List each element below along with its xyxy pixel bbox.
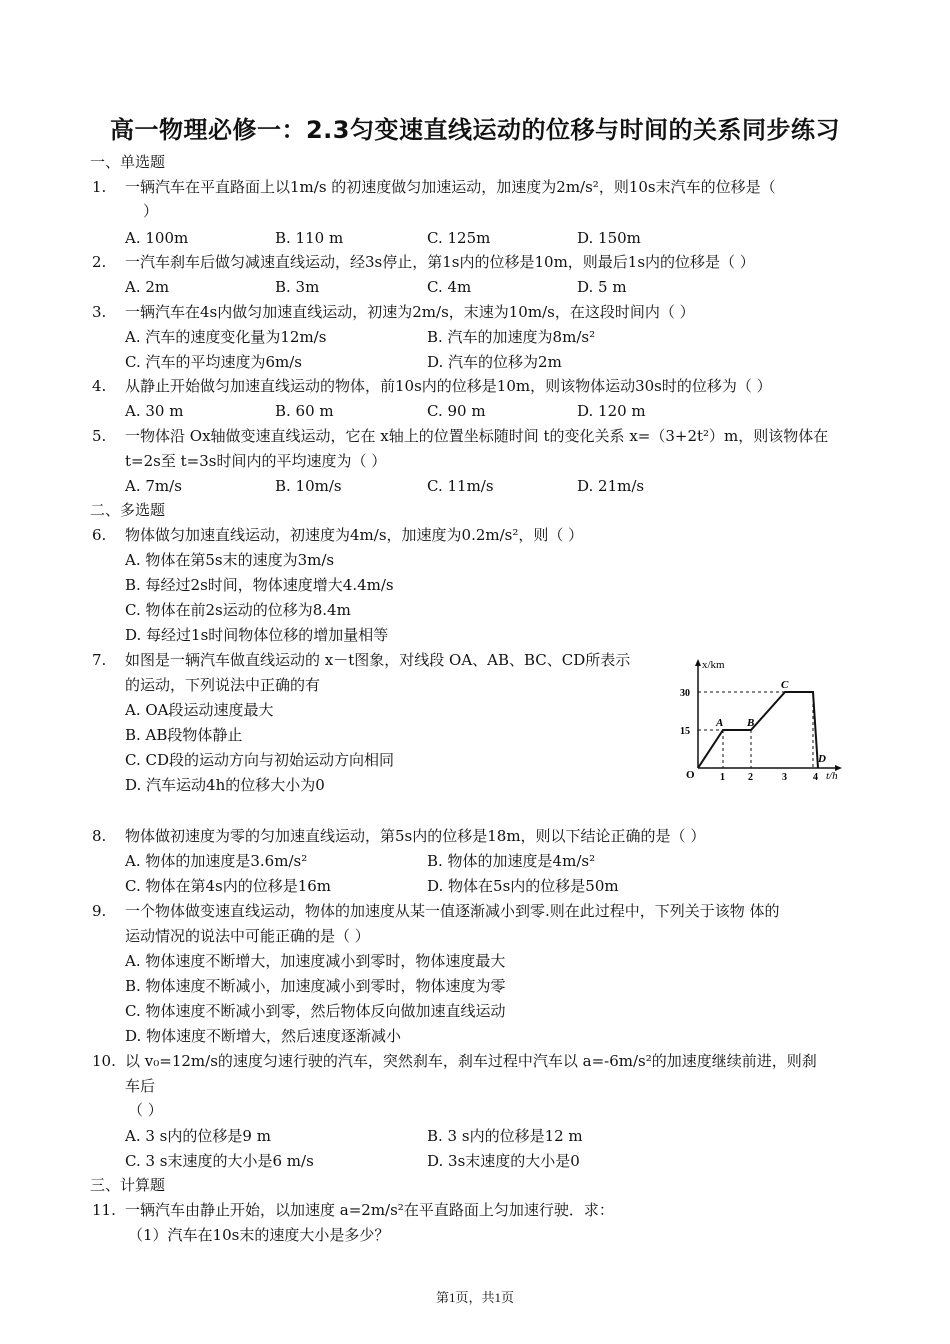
question-text: （ ） <box>128 1101 163 1119</box>
option-a: A. 3 s内的位移是9 m <box>125 1127 271 1145</box>
question-text: 一物体沿 Ox轴做变速直线运动，它在 x轴上的位置坐标随时间 t的变化关系 x=（3+2t²）m，则该物体在 <box>125 427 829 445</box>
question-text: 车后 <box>125 1077 156 1095</box>
option-c: C. 4m <box>427 278 472 296</box>
question-text: 从静止开始做匀加速直线运动的物体，前10s内的位移是10m，则该物体运动30s时的位移为（ ） <box>125 377 772 395</box>
x-tick-label: 3 <box>782 772 787 782</box>
question-number: 5. <box>92 427 107 445</box>
question-number: 7. <box>92 651 107 669</box>
option-d: D. 3s末速度的大小是0 <box>427 1152 580 1170</box>
option-b: B. 3m <box>275 278 320 296</box>
question-text: 一辆汽车在平直路面上以1m/s 的初速度做匀加速运动，加速度为2m/s²，则10s末汽车的位移是（ <box>125 178 776 196</box>
option-a: A. OA段运动速度最大 <box>125 701 274 719</box>
option-c: C. 11m/s <box>427 477 494 495</box>
option-d: D. 120 m <box>577 402 646 420</box>
option-c: C. 3 s末速度的大小是6 m/s <box>125 1152 314 1170</box>
question-number: 10. <box>92 1052 116 1070</box>
option-d: D. 汽车的位移为2m <box>427 353 562 371</box>
option-c: C. 物体速度不断减小到零，然后物体反向做加速直线运动 <box>125 1002 506 1020</box>
option-b: B. 60 m <box>275 402 334 420</box>
option-c: C. 90 m <box>427 402 486 420</box>
y-tick-label: 15 <box>680 726 690 737</box>
question-number: 2. <box>92 253 107 271</box>
y-axis-label: x/km <box>702 659 725 671</box>
option-a: A. 汽车的速度变化量为12m/s <box>125 328 327 346</box>
question-text: 一个物体做变速直线运动，物体的加速度从某一值逐渐减小到零.则在此过程中，下列关于该物 体的 <box>125 902 780 920</box>
option-a: A. 30 m <box>125 402 184 420</box>
option-d: D. 物体在5s内的位移是50m <box>427 877 619 895</box>
option-b: B. 110 m <box>275 229 344 247</box>
x-tick-label: 4 <box>813 772 818 782</box>
question-text: 一辆汽车由静止开始，以加速度 a=2m/s²在平直路面上匀加速行驶．求： <box>125 1201 614 1219</box>
question-number: 4. <box>92 377 107 395</box>
option-c: C. 物体在前2s运动的位移为8.4m <box>125 601 351 619</box>
question-number: 3. <box>92 303 107 321</box>
section-heading-single-choice: 一、单选题 <box>90 153 166 171</box>
option-c: C. CD段的运动方向与初始运动方向相同 <box>125 751 394 769</box>
question-text: 物体做匀加速直线运动，初速度为4m/s，加速度为0.2m/s²，则（ ） <box>125 526 584 544</box>
y-tick-label: 30 <box>680 688 690 699</box>
question-text: t=2s至 t=3s时间内的平均速度为（ ） <box>125 452 387 470</box>
option-a: A. 100m <box>125 229 189 247</box>
option-b: B. 汽车的加速度为8m/s² <box>427 328 596 346</box>
x-tick-label: 2 <box>748 772 753 782</box>
option-a: A. 物体在第5s末的速度为3m/s <box>125 551 335 569</box>
option-d: D. 物体速度不断增大，然后速度逐渐减小 <box>125 1027 402 1045</box>
question-number: 6. <box>92 526 107 544</box>
question-number: 1. <box>92 178 107 196</box>
question-text: （1）汽车在10s末的速度大小是多少？ <box>128 1226 390 1244</box>
option-a: A. 物体速度不断增大，加速度减小到零时，物体速度最大 <box>125 952 506 970</box>
point-label: D <box>818 753 826 765</box>
question-text: 物体做初速度为零的匀加速直线运动，第5s内的位移是18m，则以下结论正确的是（ ） <box>125 827 706 845</box>
option-b: B. 物体速度不断减小，加速度减小到零时，物体速度为零 <box>125 977 506 995</box>
option-c: C. 物体在第4s内的位移是16m <box>125 877 332 895</box>
point-label: A <box>716 717 724 729</box>
section-heading-multiple-choice: 二、多选题 <box>90 501 166 519</box>
question-number: 11. <box>92 1201 116 1219</box>
option-c: C. 125m <box>427 229 491 247</box>
option-d: D. 5 m <box>577 278 627 296</box>
option-b: B. 每经过2s时间，物体速度增大4.4m/s <box>125 576 394 594</box>
page-footer: 第1页，共1页 <box>435 1290 514 1305</box>
point-label: C <box>781 679 789 691</box>
section-heading-calculation: 三、计算题 <box>90 1176 166 1194</box>
option-d: D. 汽车运动4h的位移大小为0 <box>125 776 325 794</box>
option-d: D. 21m/s <box>577 477 645 495</box>
x-tick-label: 1 <box>720 772 725 782</box>
x-axis-label: t/h <box>826 770 838 782</box>
option-d: D. 150m <box>577 229 641 247</box>
question-text: 以 v₀=12m/s的速度匀速行驶的汽车，突然刹车，刹车过程中汽车以 a=-6m/s²的加速度继续前进，则刹 <box>125 1052 817 1070</box>
page-title: 高一物理必修一：2.3匀变速直线运动的位移与时间的关系同步练习 <box>109 116 840 144</box>
option-a: A. 物体的加速度是3.6m/s² <box>125 852 308 870</box>
question-text: 如图是一辆汽车做直线运动的 x－t图象，对线段 OA、AB、BC、CD所表示 <box>125 651 631 669</box>
option-b: B. 10m/s <box>275 477 342 495</box>
option-c: C. 汽车的平均速度为6m/s <box>125 353 302 371</box>
question-text: 运动情况的说法中可能正确的是（ ） <box>125 927 370 945</box>
point-label: B <box>747 717 755 729</box>
question-text: 的运动，下列说法中正确的有 <box>125 676 321 694</box>
origin-label: O <box>686 769 695 781</box>
option-b: B. 3 s内的位移是12 m <box>427 1127 583 1145</box>
question-text: 一汽车刹车后做匀减速直线运动，经3s停止，第1s内的位移是10m，则最后1s内的位移是（ ） <box>125 253 755 271</box>
question-text: ） <box>143 202 159 220</box>
question-number: 9. <box>92 902 107 920</box>
option-a: A. 7m/s <box>125 477 182 495</box>
option-d: D. 每经过1s时间物体位移的增加量相等 <box>125 626 389 644</box>
option-b: B. AB段物体静止 <box>125 726 243 744</box>
question-number: 8. <box>92 827 107 845</box>
question-text: 一辆汽车在4s内做匀加速直线运动，初速为2m/s，末速为10m/s，在这段时间内（ ） <box>125 303 695 321</box>
option-a: A. 2m <box>125 278 170 296</box>
xt-graph <box>668 656 848 782</box>
option-b: B. 物体的加速度是4m/s² <box>427 852 596 870</box>
